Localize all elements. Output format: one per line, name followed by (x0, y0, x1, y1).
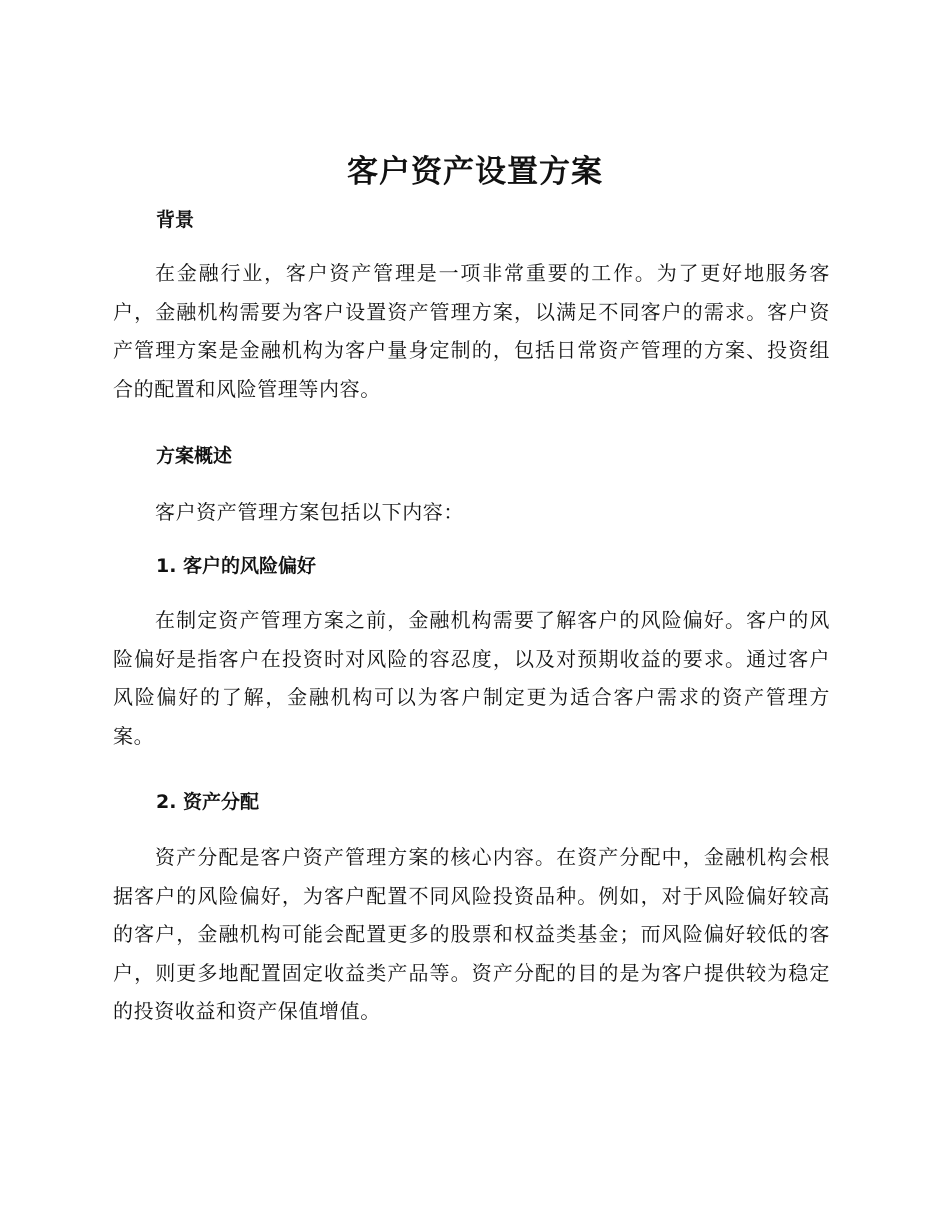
section-heading-background: 背景 (156, 209, 195, 231)
section-body-risk-preference: 在制定资产管理方案之前，金融机构需要了解客户的风险偏好。客户的风险偏好是指客户在投资时对风险的容忍度，以及对预期收益的要求。通过客户风险偏好的了解，金融机构可以为客户制定更为适合客户需求的资产管理方案。 (113, 608, 830, 748)
document-title: 客户资产设置方案 (347, 154, 603, 190)
section-body-overview: 客户资产管理方案包括以下内容： (155, 500, 464, 524)
section-heading-asset-allocation: 2. 资产分配 (156, 791, 260, 813)
section-body-asset-allocation: 资产分配是客户资产管理方案的核心内容。在资产分配中，金融机构会根据客户的风险偏好，为客户配置不同风险投资品种。例如，对于风险偏好较高的客户，金融机构可能会配置更多的股票和权益类基金；而风险偏好较低的客户，则更多地配置固定收益类产品等。资产分配的目的是为客户提供较为稳定的投资收益和资产保值增值。 (113, 845, 830, 1023)
section-heading-risk-preference: 1. 客户的风险偏好 (156, 555, 317, 577)
section-heading-overview: 方案概述 (156, 445, 233, 467)
section-body-background: 在金融行业，客户资产管理是一项非常重要的工作。为了更好地服务客户，金融机构需要为客户设置资产管理方案，以满足不同客户的需求。客户资产管理方案是金融机构为客户量身定制的，包括日常资产管理的方案、投资组合的配置和风险管理等内容。 (113, 261, 830, 401)
